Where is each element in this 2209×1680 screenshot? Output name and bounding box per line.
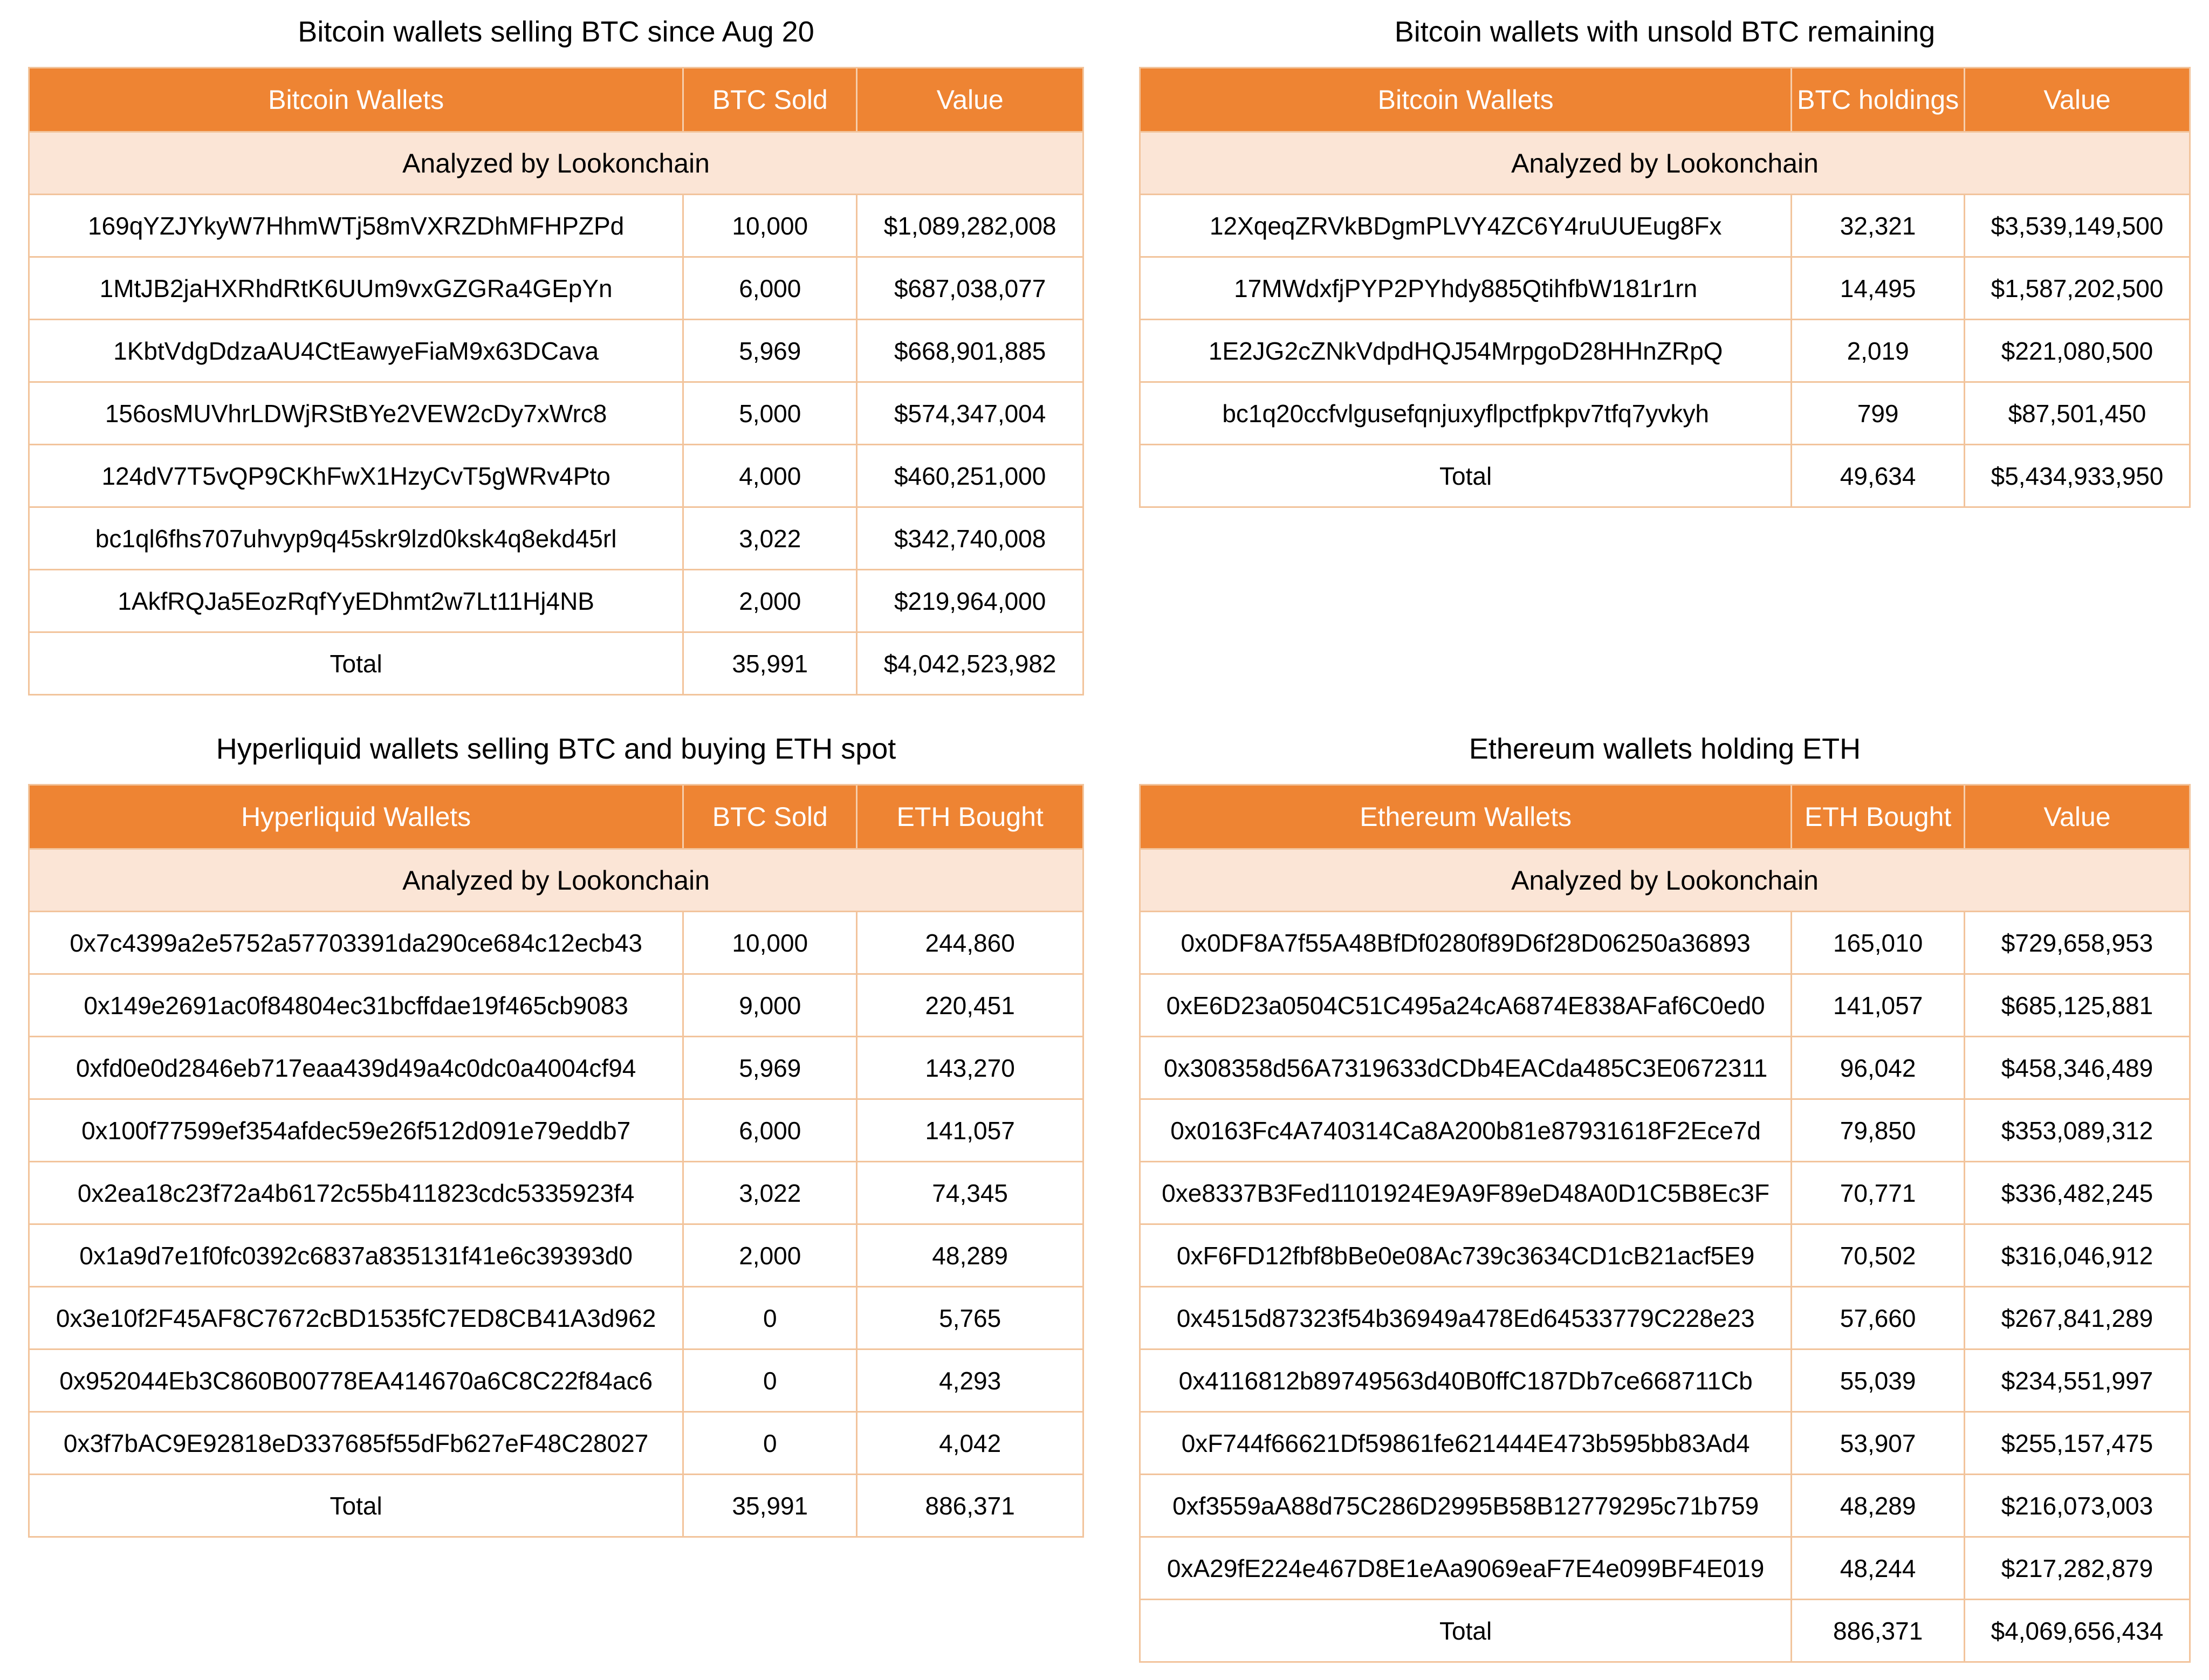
value-cell: $267,841,289 bbox=[1964, 1287, 2189, 1348]
wallet-address-cell: 0xf3559aA88d75C286D2995B58B12779295c71b759 bbox=[1172, 1491, 1759, 1520]
wallet-address-cell: 1MtJB2jaHXRhdRtK6UUm9vxGZGRa4GEpYn bbox=[99, 274, 613, 302]
value-cell: 5,765 bbox=[856, 1287, 1082, 1348]
table-row bbox=[1141, 194, 2189, 256]
value-cell: $687,038,077 bbox=[856, 258, 1082, 319]
amount-cell: 0 bbox=[682, 1350, 856, 1411]
value-cell: $353,089,312 bbox=[1964, 1100, 2189, 1161]
column-header-wallets: Bitcoin Wallets bbox=[268, 85, 444, 115]
table-header-row bbox=[30, 68, 1082, 131]
column-header-wallets: Bitcoin Wallets bbox=[1377, 85, 1554, 115]
table-title: Hyperliquid wallets selling BTC and buying ETH spot bbox=[216, 733, 896, 765]
amount-cell: 48,244 bbox=[1790, 1538, 1964, 1599]
amount-cell: 2,019 bbox=[1790, 320, 1964, 381]
amount-cell: 35,991 bbox=[682, 1475, 856, 1536]
table-row bbox=[30, 569, 1082, 631]
table-row bbox=[30, 1286, 1082, 1348]
value-cell: 220,451 bbox=[856, 975, 1082, 1036]
amount-cell: 5,969 bbox=[682, 320, 856, 381]
value-cell: $4,069,656,434 bbox=[1964, 1600, 2189, 1661]
table-header-row bbox=[1141, 786, 2189, 848]
table-row bbox=[1141, 381, 2189, 444]
data-table-hyperliquid bbox=[28, 784, 1084, 1538]
wallet-address-cell: bc1ql6fhs707uhvyp9q45skr9lzd0ksk4q8ekd45rl bbox=[95, 524, 617, 553]
value-cell: $668,901,885 bbox=[856, 320, 1082, 381]
value-cell: $216,073,003 bbox=[1964, 1475, 2189, 1536]
wallet-address-cell: 0xe8337B3Fed1101924E9A9F89eD48A0D1C5B8Ec3F bbox=[1162, 1179, 1770, 1207]
table-row bbox=[1141, 1223, 2189, 1286]
value-cell: $5,434,933,950 bbox=[1964, 445, 2189, 506]
value-cell: 244,860 bbox=[856, 912, 1082, 973]
value-cell: $336,482,245 bbox=[1964, 1162, 2189, 1223]
table-row bbox=[30, 1348, 1082, 1411]
wallet-address-cell: 0x2ea18c23f72a4b6172c55b411823cdc5335923f4 bbox=[77, 1179, 635, 1207]
wallet-address-cell: 0x4515d87323f54b36949a478Ed64533779C228e23 bbox=[1176, 1304, 1755, 1332]
wallet-address-cell: 156osMUVhrLDWjRStBYe2VEW2cDy7xWrc8 bbox=[105, 399, 607, 428]
wallet-address-cell: 0x952044Eb3C860B00778EA414670a6C8C22f84ac6 bbox=[59, 1366, 653, 1395]
table-row bbox=[30, 1161, 1082, 1223]
table-row bbox=[1141, 1348, 2189, 1411]
amount-cell: 141,057 bbox=[1790, 975, 1964, 1036]
amount-cell: 3,022 bbox=[682, 1162, 856, 1223]
column-header-btc-sold: BTC Sold bbox=[682, 68, 856, 131]
wallet-address-cell: 17MWdxfjPYP2PYhdy885QtihfbW181r1rn bbox=[1234, 274, 1698, 302]
amount-cell: 799 bbox=[1790, 383, 1964, 444]
analyzed-by-row: Analyzed by Lookonchain bbox=[1141, 131, 2189, 194]
value-cell: $1,587,202,500 bbox=[1964, 258, 2189, 319]
value-cell: 74,345 bbox=[856, 1162, 1082, 1223]
total-label: Total bbox=[330, 649, 382, 678]
table-row bbox=[1141, 1536, 2189, 1599]
wallet-address-cell: 0x3e10f2F45AF8C7672cBD1535fC7ED8CB41A3d962 bbox=[56, 1304, 656, 1332]
column-header-value: Value bbox=[1964, 68, 2189, 131]
amount-cell: 35,991 bbox=[682, 633, 856, 694]
column-header-value: Value bbox=[856, 68, 1082, 131]
wallet-address-cell: 1AkfRQJa5EozRqfYyEDhmt2w7Lt11Hj4NB bbox=[118, 587, 594, 615]
table-row bbox=[30, 506, 1082, 569]
value-cell: $685,125,881 bbox=[1964, 975, 2189, 1036]
wallet-address-cell: 0x3f7bAC9E92818eD337685f55dFb627eF48C28027 bbox=[63, 1429, 649, 1457]
amount-cell: 48,289 bbox=[1790, 1475, 1964, 1536]
table-title: Bitcoin wallets selling BTC since Aug 20 bbox=[298, 16, 814, 48]
wallet-address-cell: 0xE6D23a0504C51C495a24cA6874E838AFaf6C0ed0 bbox=[1166, 991, 1765, 1020]
column-header-value: Value bbox=[1964, 786, 2189, 848]
wallet-address-cell: 0x1a9d7e1f0fc0392c6837a835131f41e6c39393d0 bbox=[79, 1241, 633, 1270]
table-row bbox=[30, 1411, 1082, 1474]
value-cell: $234,551,997 bbox=[1964, 1350, 2189, 1411]
total-row bbox=[30, 1474, 1082, 1536]
total-label: Total bbox=[1439, 1616, 1492, 1645]
amount-cell: 32,321 bbox=[1790, 195, 1964, 256]
amount-cell: 96,042 bbox=[1790, 1037, 1964, 1098]
table-row bbox=[1141, 1411, 2189, 1474]
value-cell: $3,539,149,500 bbox=[1964, 195, 2189, 256]
table-row bbox=[1141, 1161, 2189, 1223]
analyzed-by-row: Analyzed by Lookonchain bbox=[30, 848, 1082, 911]
amount-cell: 2,000 bbox=[682, 1225, 856, 1286]
amount-cell: 2,000 bbox=[682, 570, 856, 631]
table-row bbox=[1141, 256, 2189, 319]
wallet-address-cell: 169qYZJYkyW7HhmWTj58mVXRZDhMFHPZPd bbox=[87, 211, 625, 240]
wallet-address-cell: 0x4116812b89749563d40B0ffC187Db7ce668711Cb bbox=[1178, 1366, 1753, 1395]
value-cell: $1,089,282,008 bbox=[856, 195, 1082, 256]
wallet-address-cell: bc1q20ccfvlgusefqnjuxyflpctfpkpv7tfq7yvkyh bbox=[1222, 399, 1709, 428]
amount-cell: 886,371 bbox=[1790, 1600, 1964, 1661]
wallet-address-cell: 0x0DF8A7f55A48BfDf0280f89D6f28D06250a36893 bbox=[1181, 928, 1751, 957]
value-cell: 48,289 bbox=[856, 1225, 1082, 1286]
table-row bbox=[1141, 1286, 2189, 1348]
table-row bbox=[30, 381, 1082, 444]
amount-cell: 70,771 bbox=[1790, 1162, 1964, 1223]
amount-cell: 9,000 bbox=[682, 975, 856, 1036]
total-label: Total bbox=[330, 1491, 382, 1520]
value-cell: $342,740,008 bbox=[856, 508, 1082, 569]
value-cell: 143,270 bbox=[856, 1037, 1082, 1098]
amount-cell: 5,969 bbox=[682, 1037, 856, 1098]
wallet-address-cell: 0x0163Fc4A740314Ca8A200b81e87931618F2Ece7d bbox=[1170, 1116, 1761, 1145]
column-header-btc-sold: BTC Sold bbox=[682, 786, 856, 848]
data-table-btc-unsold bbox=[1139, 67, 2191, 508]
total-label: Total bbox=[1439, 462, 1492, 490]
value-cell: $4,042,523,982 bbox=[856, 633, 1082, 694]
value-cell: $255,157,475 bbox=[1964, 1413, 2189, 1474]
amount-cell: 55,039 bbox=[1790, 1350, 1964, 1411]
table-body bbox=[30, 194, 1082, 694]
table-row bbox=[1141, 1474, 2189, 1536]
wallet-address-cell: 0x149e2691ac0f84804ec31bcffdae19f465cb9083 bbox=[84, 991, 628, 1020]
value-cell: $729,658,953 bbox=[1964, 912, 2189, 973]
amount-cell: 6,000 bbox=[682, 258, 856, 319]
value-cell: $87,501,450 bbox=[1964, 383, 2189, 444]
amount-cell: 53,907 bbox=[1790, 1413, 1964, 1474]
table-body bbox=[30, 911, 1082, 1536]
value-cell: $316,046,912 bbox=[1964, 1225, 2189, 1286]
wallet-address-cell: 0xF6FD12fbf8bBe0e08Ac739c3634CD1cB21acf5E9 bbox=[1176, 1241, 1755, 1270]
wallet-address-cell: 0xF744f66621Df59861fe621444E473b595bb83Ad4 bbox=[1181, 1429, 1750, 1457]
analyzed-by-row: Analyzed by Lookonchain bbox=[30, 131, 1082, 194]
value-cell: $217,282,879 bbox=[1964, 1538, 2189, 1599]
wallet-address-cell: 124dV7T5vQP9CKhFwX1HzyCvT5gWRv4Pto bbox=[101, 462, 610, 490]
wallet-address-cell: 0x100f77599ef354afdec59e26f512d091e79eddb7 bbox=[81, 1116, 631, 1145]
table-card-ethereum bbox=[1139, 732, 2191, 1663]
value-cell: $460,251,000 bbox=[856, 445, 1082, 506]
wallet-address-cell: 0x308358d56A7319633dCDb4EACda485C3E0672311 bbox=[1163, 1054, 1768, 1082]
amount-cell: 70,502 bbox=[1790, 1225, 1964, 1286]
amount-cell: 79,850 bbox=[1790, 1100, 1964, 1161]
amount-cell: 0 bbox=[682, 1287, 856, 1348]
amount-cell: 165,010 bbox=[1790, 912, 1964, 973]
table-body bbox=[1141, 911, 2189, 1661]
table-row bbox=[30, 319, 1082, 381]
table-row bbox=[30, 194, 1082, 256]
amount-cell: 57,660 bbox=[1790, 1287, 1964, 1348]
column-header-btc-holdings: BTC holdings bbox=[1790, 68, 1964, 131]
amount-cell: 49,634 bbox=[1790, 445, 1964, 506]
table-row bbox=[1141, 1098, 2189, 1161]
wallet-address-cell: 1KbtVdgDdzaAU4CtEawyeFiaM9x63DCava bbox=[113, 336, 599, 365]
column-header-wallets: Hyperliquid Wallets bbox=[241, 802, 471, 832]
wallet-address-cell: 0xfd0e0d2846eb717eaa439d49a4c0dc0a4004cf94 bbox=[76, 1054, 636, 1082]
table-row bbox=[30, 256, 1082, 319]
wallet-address-cell: 1E2JG2cZNkVdpdHQJ54MrpgoD28HHnZRpQ bbox=[1208, 336, 1723, 365]
table-header-row bbox=[30, 786, 1082, 848]
amount-cell: 0 bbox=[682, 1413, 856, 1474]
analyzed-by-row: Analyzed by Lookonchain bbox=[1141, 848, 2189, 911]
amount-cell: 6,000 bbox=[682, 1100, 856, 1161]
value-cell: $219,964,000 bbox=[856, 570, 1082, 631]
table-row bbox=[30, 911, 1082, 973]
column-header-eth-bought: ETH Bought bbox=[1790, 786, 1964, 848]
value-cell: 4,293 bbox=[856, 1350, 1082, 1411]
data-table-ethereum bbox=[1139, 784, 2191, 1663]
total-row bbox=[1141, 1599, 2189, 1661]
table-row bbox=[1141, 319, 2189, 381]
total-row bbox=[1141, 444, 2189, 506]
table-row bbox=[1141, 1036, 2189, 1098]
table-title: Ethereum wallets holding ETH bbox=[1469, 733, 1861, 765]
amount-cell: 5,000 bbox=[682, 383, 856, 444]
amount-cell: 14,495 bbox=[1790, 258, 1964, 319]
wallet-address-cell: 0x7c4399a2e5752a57703391da290ce684c12ecb43 bbox=[70, 928, 642, 957]
table-row bbox=[30, 444, 1082, 506]
table-body bbox=[1141, 194, 2189, 506]
table-title: Bitcoin wallets with unsold BTC remaining bbox=[1394, 16, 1936, 48]
table-row bbox=[30, 1036, 1082, 1098]
value-cell: $574,347,004 bbox=[856, 383, 1082, 444]
wallet-address-cell: 0xA29fE224e467D8E1eAa9069eaF7E4e099BF4E019 bbox=[1167, 1554, 1765, 1582]
value-cell: $458,346,489 bbox=[1964, 1037, 2189, 1098]
total-row bbox=[30, 631, 1082, 694]
table-row bbox=[30, 973, 1082, 1036]
value-cell: $221,080,500 bbox=[1964, 320, 2189, 381]
column-header-eth-bought: ETH Bought bbox=[856, 786, 1082, 848]
table-header-row bbox=[1141, 68, 2189, 131]
amount-cell: 10,000 bbox=[682, 912, 856, 973]
amount-cell: 4,000 bbox=[682, 445, 856, 506]
table-card-btc-selling bbox=[28, 15, 1084, 696]
table-card-hyperliquid bbox=[28, 732, 1084, 1538]
table-row bbox=[30, 1223, 1082, 1286]
table-card-btc-unsold bbox=[1139, 15, 2191, 508]
column-header-wallets: Ethereum Wallets bbox=[1360, 802, 1572, 832]
table-row bbox=[1141, 911, 2189, 973]
amount-cell: 3,022 bbox=[682, 508, 856, 569]
table-row bbox=[1141, 973, 2189, 1036]
value-cell: 886,371 bbox=[856, 1475, 1082, 1536]
amount-cell: 10,000 bbox=[682, 195, 856, 256]
table-row bbox=[30, 1098, 1082, 1161]
value-cell: 141,057 bbox=[856, 1100, 1082, 1161]
wallet-address-cell: 12XqeqZRVkBDgmPLVY4ZC6Y4ruUUEug8Fx bbox=[1209, 211, 1722, 240]
value-cell: 4,042 bbox=[856, 1413, 1082, 1474]
data-table-btc-selling bbox=[28, 67, 1084, 696]
